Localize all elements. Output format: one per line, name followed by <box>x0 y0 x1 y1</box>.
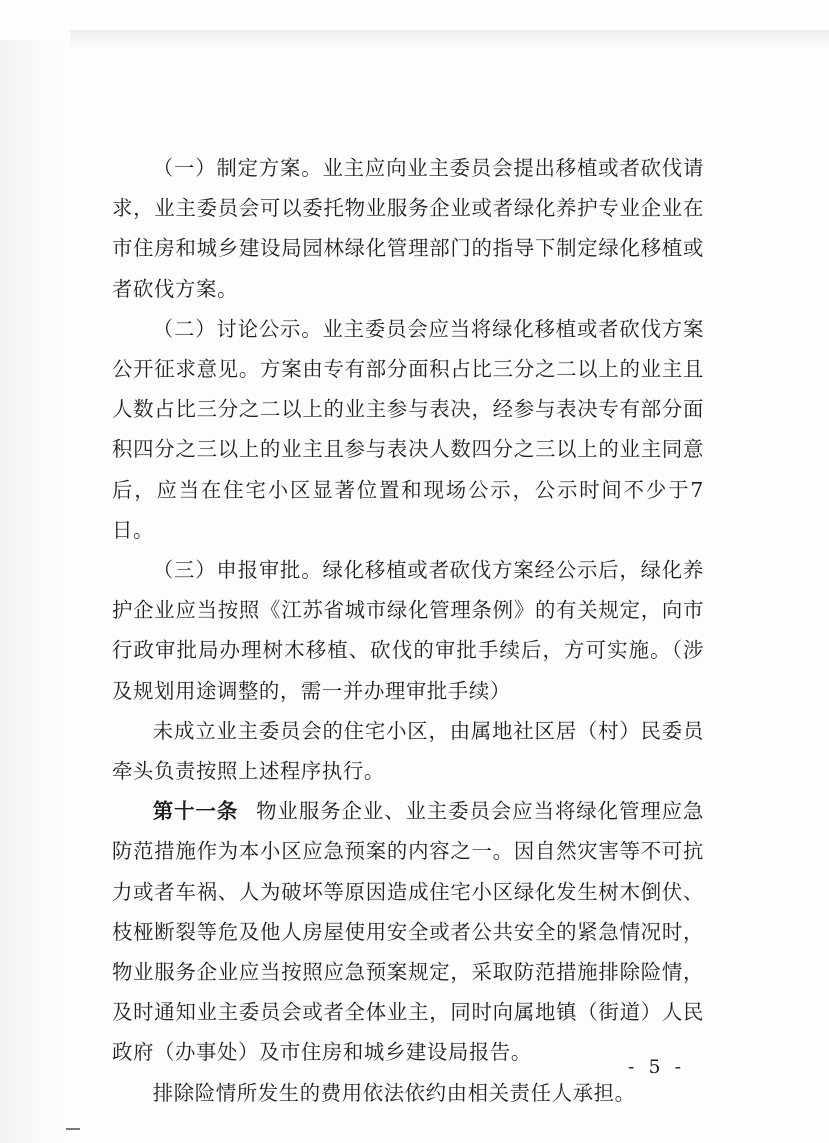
article-eleven-text: 物业服务企业、业主委员会应当将绿化管理应急防范措施作为本小区应急预案的内容之一。因自然灾害等不可抗力或者车祸、人为破坏等原因造成住宅小区绿化发生树木倒伏、枝桠断裂等危及他人房屋使用安全或者公共安全的紧急情况时，物业服务企业应当按照应急预案规定，采取防范措施排除险情，及时通知业主委员会或者全体业主，同时向属地镇（街道）人民政府（办事处）及市住房和城乡建设局报告。 <box>112 799 704 1065</box>
article-eleven-title: 第十一条 <box>152 799 239 824</box>
scan-shadow-top <box>70 30 829 50</box>
paragraph-discussion-publicity: （二）讨论公示。业主委员会应当将绿化移植或者砍伐方案公开征求意见。方案由专有部分面积占比三分之二以上的业主且人数占比三分之二以上的业主参与表决，经参与表决专有部分面积四分之三以上的业主且参与表决人数四分之三以上的业主同意后，应当在住宅小区显著位置和现场公示，公示时间不少于7日。 <box>112 316 704 542</box>
paragraph-costs: 排除险情所发生的费用依法依约由相关责任人承担。 <box>152 1080 636 1105</box>
scan-mark <box>66 1128 80 1130</box>
scan-shadow-left <box>0 40 70 1143</box>
article-eleven <box>112 791 704 1072</box>
body-text <box>112 148 704 1113</box>
paragraph-application-approval: （三）申报审批。绿化移植或者砍伐方案经公示后，绿化养护企业应当按照《江苏省城市绿化管理条例》的有关规定，向市行政审批局办理树木移植、砍伐的审批手续后，方可实施。（涉及规划用途调整的，需一并办理审批手续） <box>112 558 704 703</box>
paragraph-formulate-plan: （一）制定方案。业主应向业主委员会提出移植或者砍伐请求，业主委员会可以委托物业服务企业或者绿化养护专业企业在市住房和城乡建设局园林绿化管理部门的指导下制定绿化移植或者砍伐方案。 <box>112 156 704 301</box>
paragraph-no-committee: 未成立业主委员会的住宅小区，由属地社区居（村）民委员牵头负责按照上述程序执行。 <box>112 718 704 784</box>
page-number: - 5 - <box>628 1056 686 1078</box>
